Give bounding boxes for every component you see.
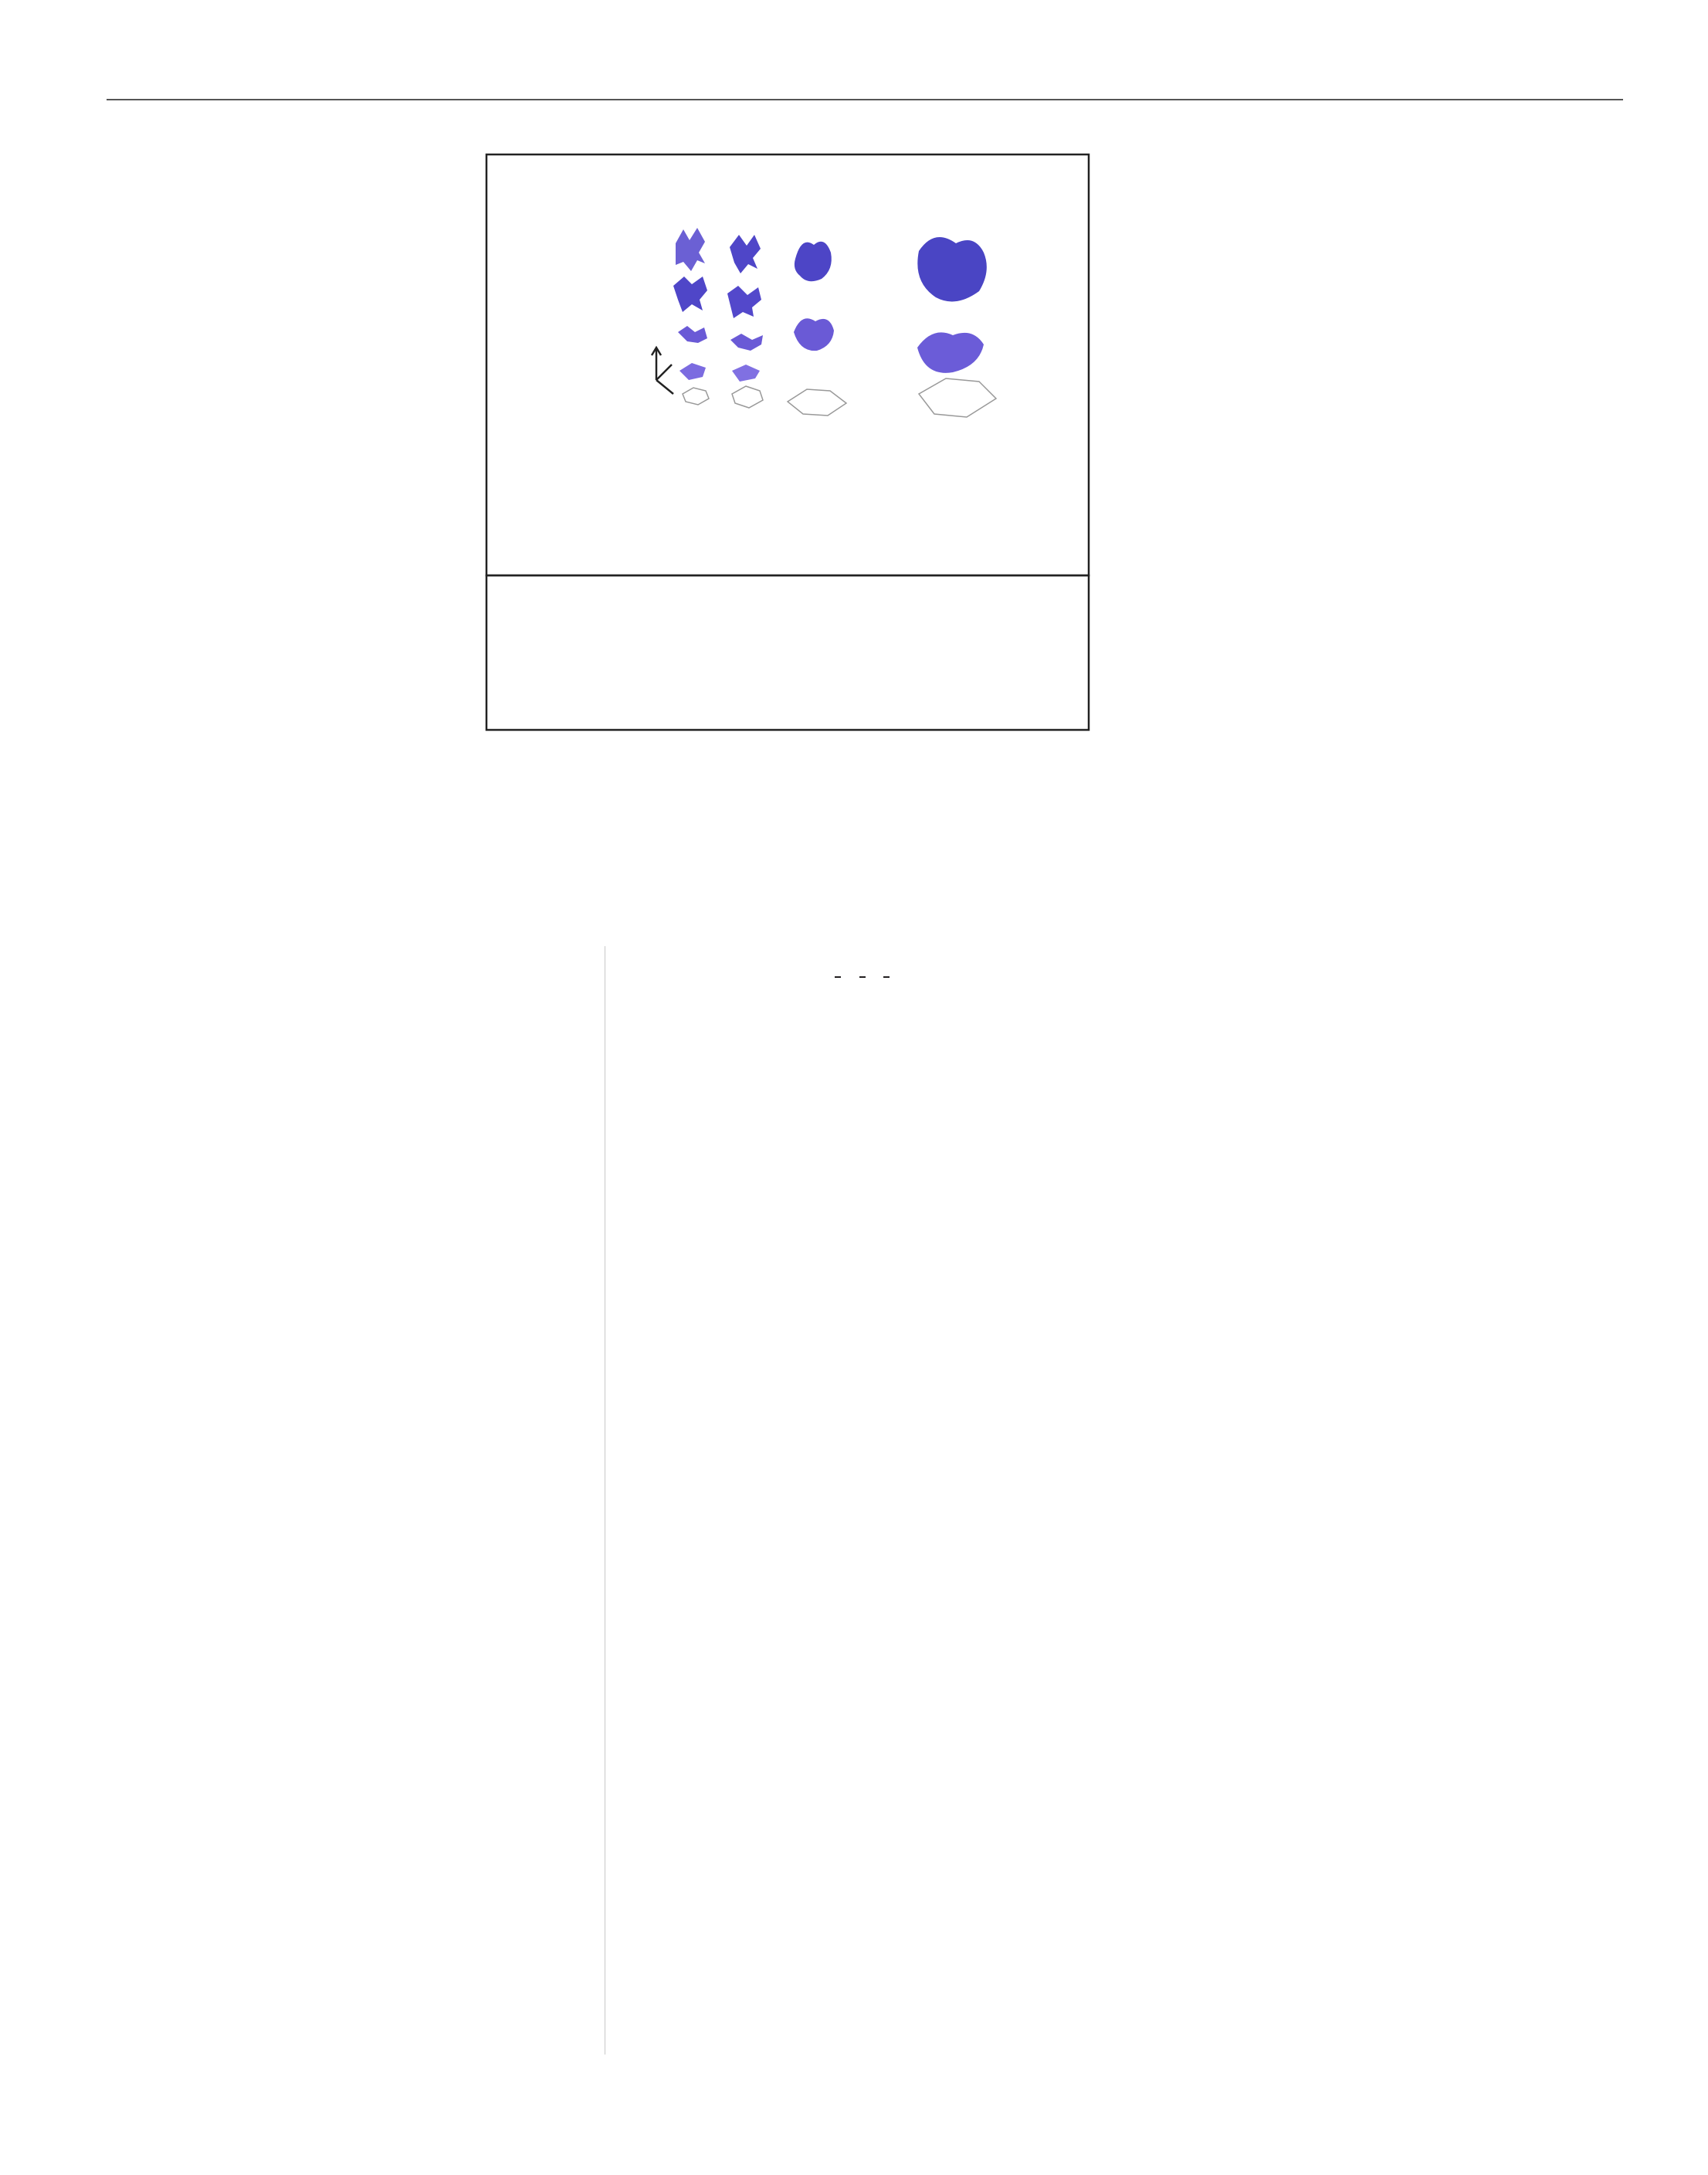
- references-section: [1126, 749, 1623, 760]
- miniband-surface: [676, 228, 705, 271]
- miniband-surface: [732, 365, 760, 382]
- conductivity-equation: [620, 962, 1104, 989]
- equation-fraction: [859, 976, 866, 978]
- miniband-surface: [678, 326, 707, 343]
- section-label: [107, 57, 128, 80]
- header-separator: [107, 57, 128, 80]
- miniband-surface: [730, 334, 763, 351]
- equation-numerator: [883, 976, 890, 978]
- equation-fraction: [883, 976, 890, 978]
- brillouin-zone-hexagon: [788, 389, 846, 416]
- miniband-stack-1-5: [673, 228, 709, 405]
- equation-fraction: [835, 976, 841, 978]
- miniband-stack-1-2: [917, 237, 996, 417]
- acknowledgments-section: [1126, 1654, 1623, 1665]
- inset-ky-axis: [656, 365, 672, 380]
- brillouin-zone-hexagon: [732, 386, 763, 408]
- miniband-stack-1-3: [788, 242, 846, 416]
- miniband-inset: [652, 228, 996, 417]
- miniband-surface: [795, 242, 832, 281]
- equation-numerator: [835, 976, 841, 978]
- miniband-surface: [679, 363, 706, 380]
- spacer: [1126, 1890, 1623, 1899]
- bottom-panel-frame: [486, 575, 1089, 730]
- supplementary-section: [1126, 1879, 1623, 1899]
- page-header: [107, 54, 1623, 100]
- figure-3: [386, 139, 1104, 834]
- miniband-stack-1-4: [727, 235, 763, 408]
- body-column-1: [107, 942, 588, 955]
- miniband-surface: [917, 332, 984, 372]
- figure-3-svg: [386, 139, 1104, 834]
- miniband-surface: [730, 235, 761, 273]
- miniband-surface: [673, 277, 707, 312]
- equation-numerator: [859, 976, 866, 978]
- miniband-surface: [727, 286, 761, 318]
- inset-kx-axis: [656, 380, 673, 394]
- miniband-surface: [794, 318, 834, 351]
- brillouin-zone-hexagon: [919, 378, 996, 417]
- brillouin-zone-hexagon: [683, 388, 709, 405]
- page-footer: [107, 2084, 1623, 2112]
- miniband-surface: [917, 237, 987, 301]
- top-panel-frame: [486, 154, 1089, 575]
- body-column-2: [620, 942, 1104, 1009]
